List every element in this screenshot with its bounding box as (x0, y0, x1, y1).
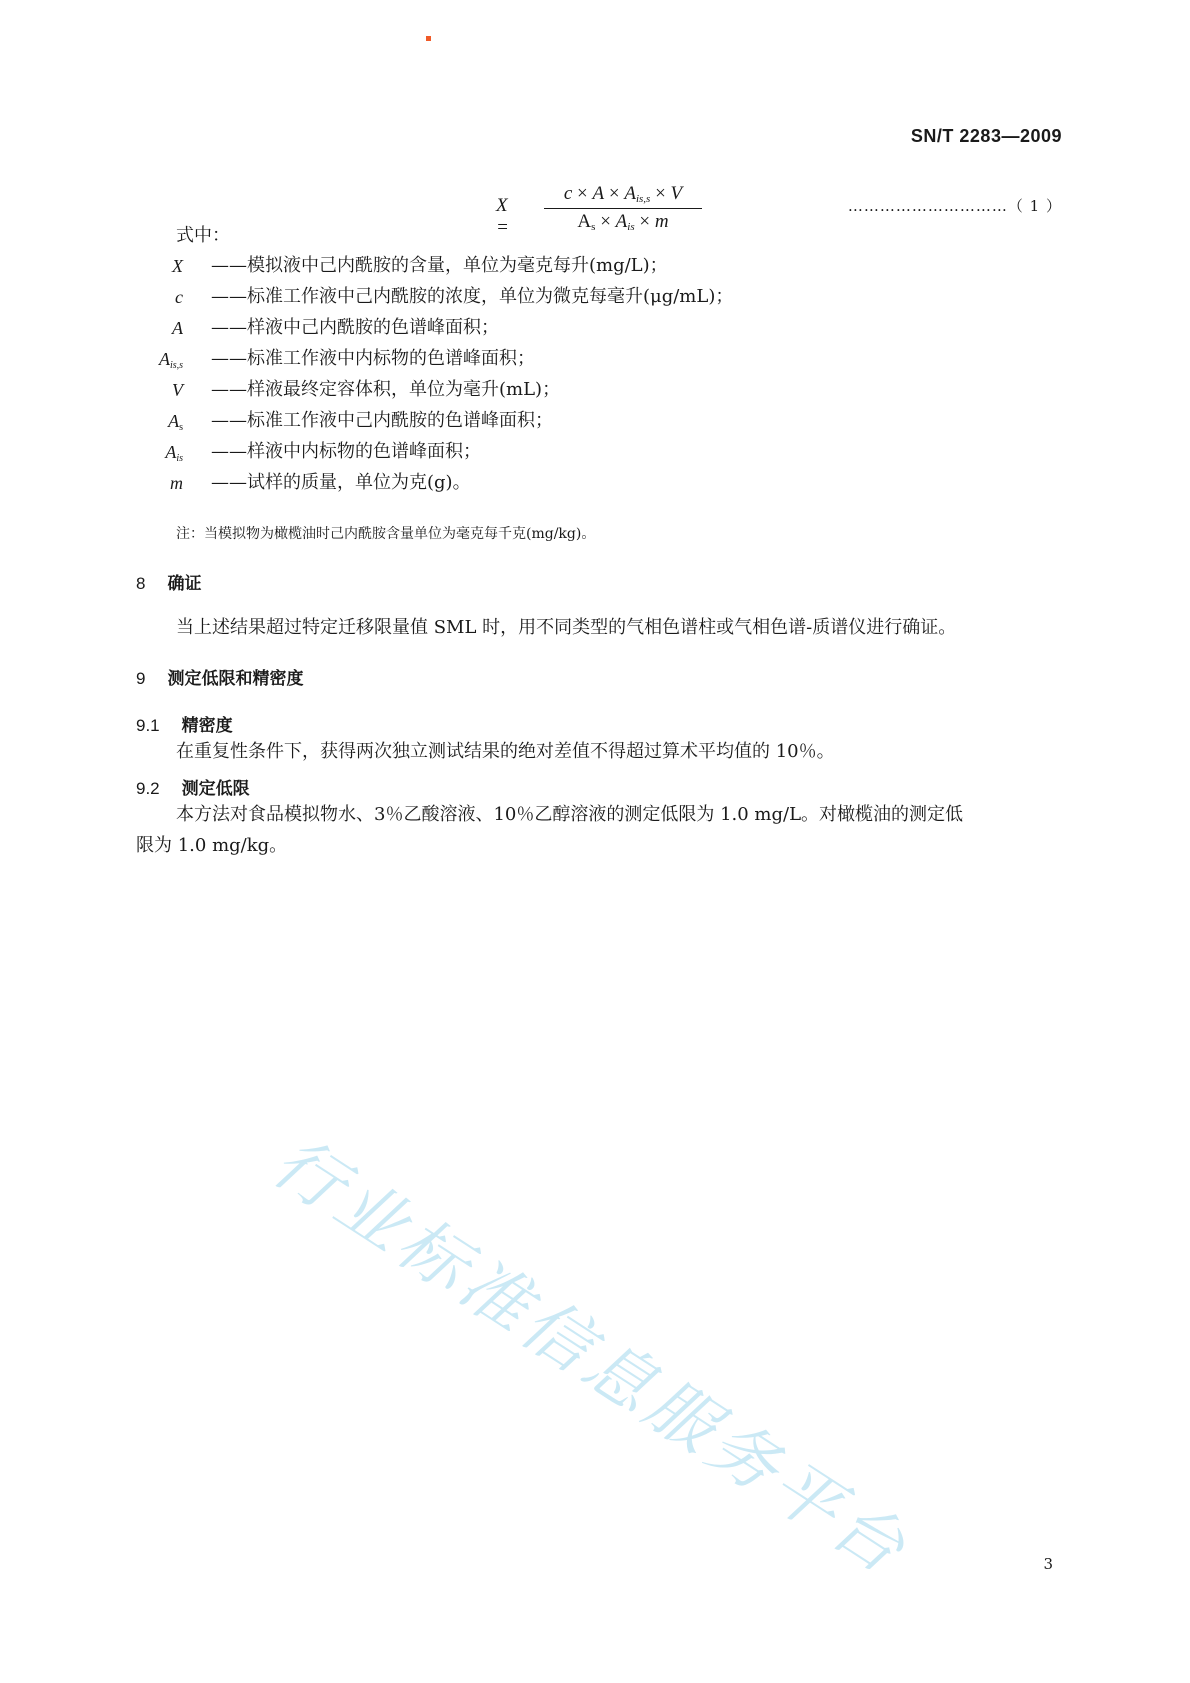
section-8-heading: 8 确证 (136, 574, 202, 593)
variable-symbol: $A_{is,s}$ (158, 349, 183, 371)
variable-symbol: c (175, 287, 183, 307)
variable-row (0, 347, 1190, 371)
variable-symbol: A (172, 318, 183, 338)
variable-row (0, 254, 1190, 278)
variable-description: ——样液中己内酰胺的色谱峰面积； (211, 317, 499, 338)
page-number: 3 (1043, 1555, 1053, 1573)
formula-lhs: X = (496, 195, 509, 238)
section-9-2-heading: 9.2 测定低限 (136, 779, 250, 798)
where-label: 式中： (176, 225, 230, 246)
variable-row (0, 440, 1190, 464)
variable-description: ——样液最终定容体积，单位为毫升(mL)； (211, 379, 561, 400)
variable-row (0, 285, 1190, 309)
variable-row (0, 409, 1190, 433)
section-9-1-heading: 9.1 精密度 (136, 716, 233, 735)
note: 注：当模拟物为橄榄油时己内酰胺含量单位为毫克每千克(mg/kg)。 (176, 526, 596, 542)
variable-row (0, 378, 1190, 402)
standard-number: SN/T 2283—2009 (910, 126, 1062, 146)
variable-symbol: V (172, 380, 183, 400)
equation-number: …………………………（ 1 ） (847, 197, 1062, 215)
variable-symbol: m (170, 473, 183, 493)
variable-symbol: $A_{is}$ (165, 442, 183, 464)
variable-row (0, 316, 1190, 340)
variable-description: ——标准工作液中内标物的色谱峰面积； (211, 348, 535, 369)
watermark: 行业标准信息服务平台 (258, 1122, 923, 1592)
top-accent-mark (426, 36, 431, 41)
formula-numerator: $c \times A \times A_{is,s} \times V$ (544, 183, 702, 209)
variable-row (0, 471, 1190, 495)
variable-description: ——样液中内标物的色谱峰面积； (211, 441, 481, 462)
variable-symbol: X (172, 256, 183, 276)
section-9-2-body-line2: 限为 1.0 mg/kg。 (136, 835, 288, 856)
variable-symbol: $A_s$ (168, 411, 183, 433)
formula-denominator: $A_s \times A_{is} \times m$ (577, 211, 669, 233)
variable-description: ——标准工作液中己内酰胺的浓度，单位为微克每毫升(μg/mL)； (211, 286, 734, 307)
formula-fraction (544, 183, 702, 233)
section-9-heading: 9 测定低限和精密度 (136, 669, 304, 688)
section-9-2-body-line1: 本方法对食品模拟物水、3％乙酸溶液、10％乙醇溶液的测定低限为 1.0 mg/L。对橄榄油的测定低 (176, 804, 964, 825)
variable-description: ——模拟液中己内酰胺的含量，单位为毫克每升(mg/L)； (211, 255, 668, 276)
section-8-body: 当上述结果超过特定迁移限量值 SML 时，用不同类型的气相色谱柱或气相色谱-质谱仪进行确证。 (176, 617, 957, 638)
variable-description: ——试样的质量，单位为克(g)。 (211, 472, 471, 493)
section-9-1-body: 在重复性条件下，获得两次独立测试结果的绝对差值不得超过算术平均值的 10％。 (176, 741, 835, 762)
variable-description: ——标准工作液中己内酰胺的色谱峰面积； (211, 410, 553, 431)
